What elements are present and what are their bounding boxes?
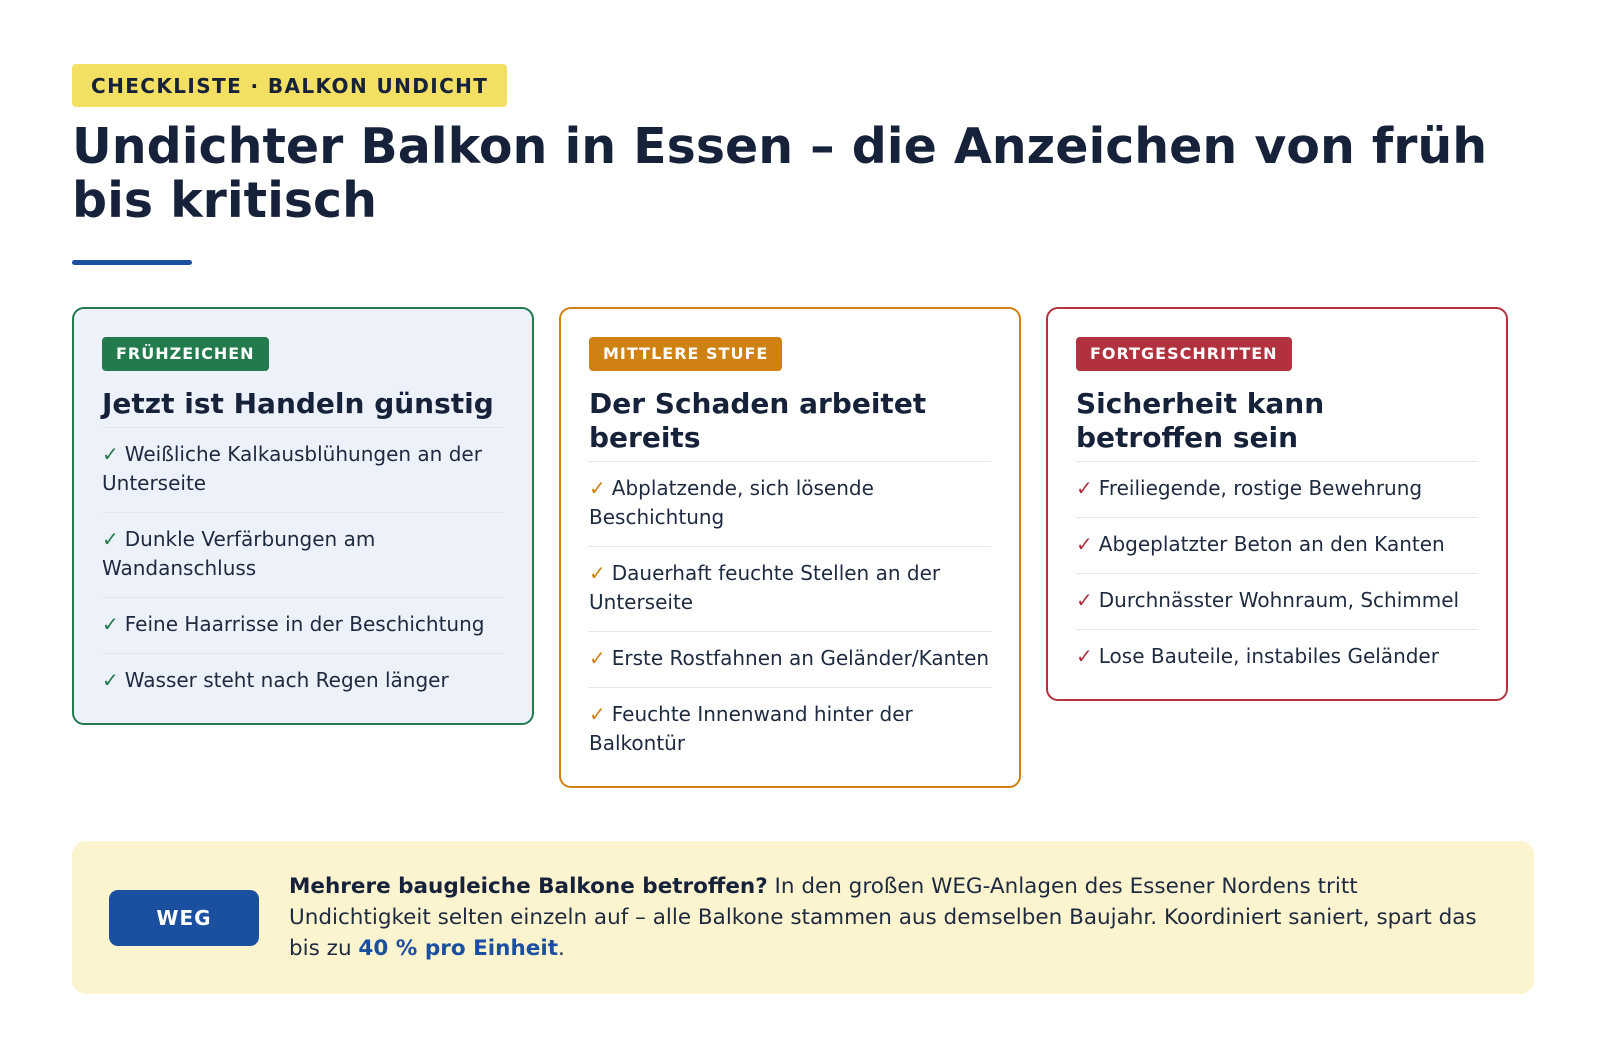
list-item — [589, 688, 991, 772]
stage-badge: MITTLERE STUFE — [589, 337, 782, 371]
callout-lead: Mehrere baugleiche Balkone betroffen? — [289, 874, 768, 899]
list-item — [1076, 630, 1478, 685]
list-item — [102, 428, 504, 513]
check-icon: ✓ — [1076, 476, 1093, 500]
stage-badge: FRÜHZEICHEN — [102, 337, 269, 371]
stage-badge: FORTGESCHRITTEN — [1076, 337, 1292, 371]
item-text: Durchnässter Wohnraum, Schimmel — [1098, 588, 1460, 612]
list-item — [589, 547, 991, 632]
symptom-list — [1076, 462, 1478, 685]
eyebrow-badge: CHECKLISTE · BALKON UNDICHT — [72, 64, 507, 107]
item-text: Dauerhaft feuchte Stellen an der Unterseite — [589, 561, 941, 614]
list-item — [1076, 462, 1478, 518]
symptom-list — [589, 462, 991, 772]
callout-end: . — [558, 936, 565, 961]
check-icon: ✓ — [1076, 588, 1093, 612]
list-item — [589, 632, 991, 688]
item-text: Abplatzende, sich lösende Beschichtung — [589, 476, 874, 529]
card-advanced — [1046, 307, 1508, 701]
title-underline — [72, 260, 192, 265]
callout-text — [289, 871, 1499, 964]
check-icon: ✓ — [589, 702, 606, 726]
card-title: Sicherheit kann betroffen sein — [1076, 387, 1478, 462]
list-item — [1076, 518, 1478, 574]
weg-badge: WEG — [109, 890, 259, 946]
callout-body: In den großen WEG-Anlagen des Essener Nordens tritt Undichtigkeit selten einzeln auf – alle Balkone stammen aus demselben Baujahr. Koordiniert saniert, spart das bis zu — [289, 874, 1477, 961]
check-icon: ✓ — [102, 612, 119, 636]
callout-highlight: 40 % pro Einheit — [358, 936, 558, 961]
card-title: Der Schaden arbeitet bereits — [589, 387, 991, 462]
weg-callout — [72, 841, 1534, 994]
check-icon: ✓ — [1076, 532, 1093, 556]
page-title: Undichter Balkon in Essen – die Anzeichen von früh bis kritisch — [72, 118, 1488, 229]
check-icon: ✓ — [589, 561, 606, 585]
symptom-list — [102, 428, 504, 709]
item-text: Lose Bauteile, instabiles Geländer — [1098, 644, 1439, 668]
check-icon: ✓ — [589, 646, 606, 670]
item-text: Wasser steht nach Regen länger — [124, 668, 449, 692]
card-title: Jetzt ist Handeln günstig — [102, 387, 504, 428]
list-item — [589, 462, 991, 547]
card-early-signs — [72, 307, 534, 725]
list-item — [102, 598, 504, 654]
list-item — [1076, 574, 1478, 630]
check-icon: ✓ — [102, 527, 119, 551]
item-text: Feuchte Innenwand hinter der Balkontür — [589, 702, 913, 755]
list-item — [102, 654, 504, 709]
check-icon: ✓ — [102, 668, 119, 692]
list-item — [102, 513, 504, 598]
item-text: Erste Rostfahnen an Geländer/Kanten — [611, 646, 990, 670]
check-icon: ✓ — [102, 442, 119, 466]
item-text: Dunkle Verfärbungen am Wandanschluss — [102, 527, 376, 580]
item-text: Freiliegende, rostige Bewehrung — [1098, 476, 1423, 500]
check-icon: ✓ — [589, 476, 606, 500]
card-middle-stage — [559, 307, 1021, 788]
check-icon: ✓ — [1076, 644, 1093, 668]
item-text: Feine Haarrisse in der Beschichtung — [124, 612, 485, 636]
item-text: Abgeplatzter Beton an den Kanten — [1098, 532, 1445, 556]
item-text: Weißliche Kalkausblühungen an der Unterseite — [102, 442, 482, 495]
